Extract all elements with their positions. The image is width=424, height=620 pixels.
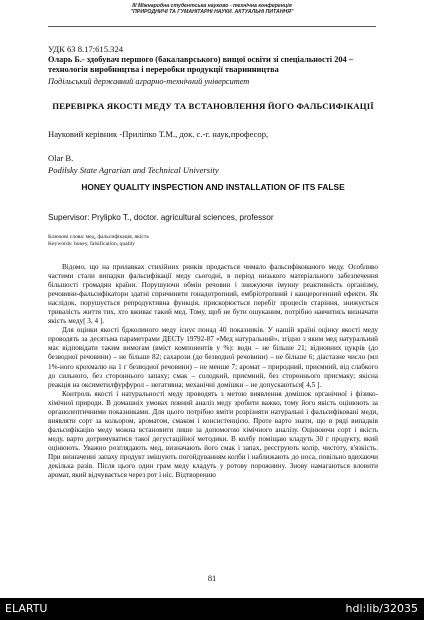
author-ua: Оларь Б.- здобувач першого (бакалаврського) вищої освіти зі спеціальності 204 – технологія виробництва і переробки продукції тваринництва: [48, 55, 353, 75]
paragraph: Контроль якості і натуральності меду проводять з метою виявлення домішок органічної і фізико-хімічної природи. В домашніх умовах повний аналіз меду зробити важко, тому його якість оцінюють за органолептичними показниками. Для цього потрібно вміти розрізняти натуральні і фальсифіковані меди, виявляти сорт за кольором, ароматом, смаком і консистенцією. Проте варто знати, що в ряді випадків фальсифікацію меду можна встановити лише за допомогою хімічного аналізу. Оцінюючи сорт і якість меду, варто дотримуватися такої дегустаційної методики. В колбу поміщаю кладуть 30 г продукту, який оцінюють. Уважно розглядають мед, визначають його смак і запах, реєструють колір, чистоту, в'язкість. При визначенні запаху продукт змішують погойдуванням колби і наближають до носа, повільно вдихаючи декілька разів. Після цього один грам меду кладуть у ротову порожнину. Знову намагаються вловити аромат, який відчувається через рот і ніс. Відтворенню: [48, 389, 378, 480]
header-divider: [48, 26, 376, 27]
footer-handle-link[interactable]: hdl:lib/32035: [345, 602, 418, 615]
footer-repository-label: ELARTU: [5, 602, 48, 615]
conference-header: [0, 3, 424, 16]
paragraph: Відомо, що на прилавках стихійних ринків продається чимало фальсифікованого меду. Особливо частими стали випадки фальсифікації меду сьогодні, в період низького матеріального забезпечення більшості громадян країни. Порушуючи обмін речовин і знижуючи імунну реактивність організму, речовини-фальсифікатори здатні спричиняти гонадотропний, ембріотропний і канцерогенний ефекти. Як наслідок, порушується репродуктивна функція, прискорюється перебіг процесів старіння, знижується тривалість життя тих, хто вживає такий мед. Тому, щоб не бути ошуканим, потрібно навчитись визначати якість меду[ 3, 4 ].: [48, 263, 378, 326]
conference-line-2: "ПРИРОДНИЧІ ТА ГУМАНІТАРНІ НАУКИ. АКТУАЛЬНІ ПИТАННЯ": [130, 9, 294, 16]
keywords: [48, 234, 378, 248]
udc-code: УДК 63 8.17:615.324: [48, 44, 124, 54]
paragraph: Для оцінки якості бджолиного меду існує понад 40 показників. У нашій країні оцінку якості меду проводять за десятьма параметрами ДЕСТу 19792-87 «Мед натуральний», згідно з яким мед натуральний має відповідати таким вимогам (вміст компонентів у %): води – не більше 21; відновних цукрів (до безводної речовини) – не більше 82; сахарози (до безводної речовини) – не більше 6; діастазне число (мл 1%-ного крохмалю на 1 г безводної речовини) – не менше 7; аромат – природний, приємний, від слабкого до сильного, без стороннього запаху; смак – солодкий, приємний, без стороннього присмаку; якісна реакція на оксиметилфурфурол – негативна; механічні домішки – не допускаються[ 4,5 ].: [48, 326, 378, 389]
supervisor-ua: Науковий керівник -Приліпко Т.М., док. с.-г. наук,професор,: [48, 129, 269, 139]
page-number: 81: [207, 574, 217, 583]
conference-line-1: ІІІ Міжнародна студентська науково - технічна конференція: [132, 3, 292, 9]
footer-bar: [0, 598, 424, 620]
university-en: Podilsky State Agrarian and Technical University: [48, 165, 219, 175]
author-en: Olar B.: [48, 153, 74, 163]
keywords-ua: Ключові слова: мед, фальсифікація, якість: [48, 234, 149, 240]
university-ua: Подільський державний аграрно-технічний університет: [48, 77, 250, 86]
title-en: HONEY QUALITY INSPECTION AND INSTALLATION OF ITS FALSE: [81, 182, 345, 192]
title-ua: ПЕРЕВІРКА ЯКОСТІ МЕДУ ТА ВСТАНОВЛЕННЯ ЙОГО ФАЛЬСИФІКАЦІЇ: [52, 101, 374, 111]
supervisor-en: Supervisor: Prylipko T., doctor. agricultural sciences, professor: [48, 213, 274, 222]
article-body: [48, 263, 378, 480]
keywords-en: Keywords: honey, falsification, quality: [48, 241, 136, 248]
